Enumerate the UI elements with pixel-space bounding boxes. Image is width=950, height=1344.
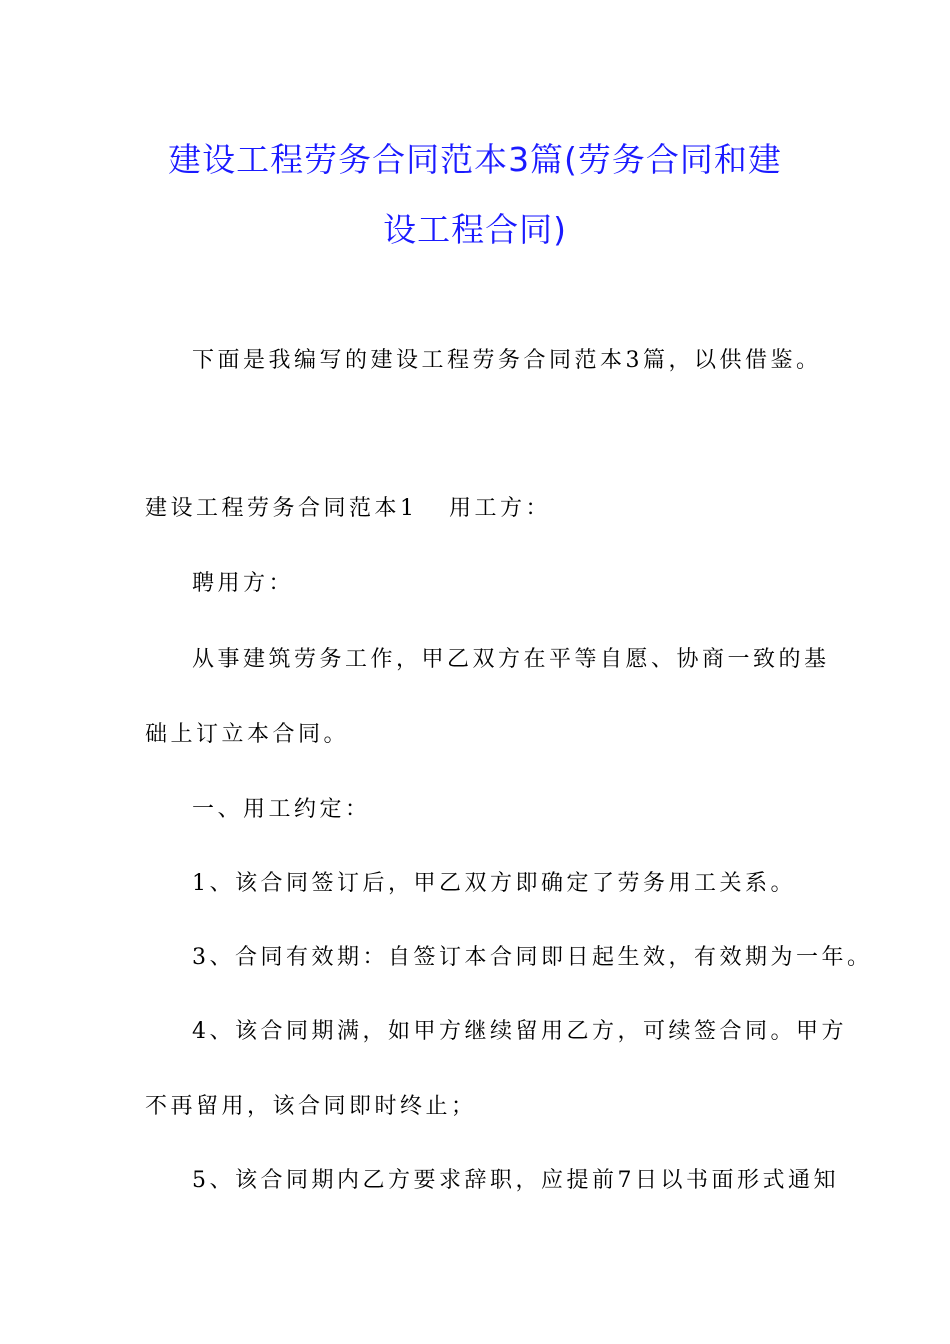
clause-4-line-1: 4、该合同期满，如甲方继续留用乙方，可续签合同。甲方 xyxy=(192,1019,847,1044)
basis-paragraph-line-2: 础上订立本合同。 xyxy=(145,722,350,747)
clause-4-line-2: 不再留用，该合同即时终止； xyxy=(145,1094,477,1119)
section-heading: 建设工程劳务合同范本1 xyxy=(145,496,418,521)
document-title-line-1: 建设工程劳务合同范本3篇(劳务合同和建 xyxy=(168,140,782,179)
document-title-line-2: 设工程合同) xyxy=(383,210,567,249)
basis-paragraph-line-1: 从事建筑劳务工作，甲乙双方在平等自愿、协商一致的基 xyxy=(192,647,830,672)
clause-3: 3、合同有效期：自签订本合同即日起生效，有效期为一年。 xyxy=(192,945,873,970)
clause-heading: 一、用工约定： xyxy=(192,797,371,822)
clause-1: 1、该合同签订后，甲乙双方即确定了劳务用工关系。 xyxy=(192,871,796,896)
clause-5-line-1: 5、该合同期内乙方要求辞职，应提前7日以书面形式通知 xyxy=(192,1168,839,1193)
intro-paragraph: 下面是我编写的建设工程劳务合同范本3篇，以供借鉴。 xyxy=(192,348,822,373)
employee-label: 聘用方： xyxy=(192,571,295,596)
employer-label: 用工方： xyxy=(449,496,552,521)
